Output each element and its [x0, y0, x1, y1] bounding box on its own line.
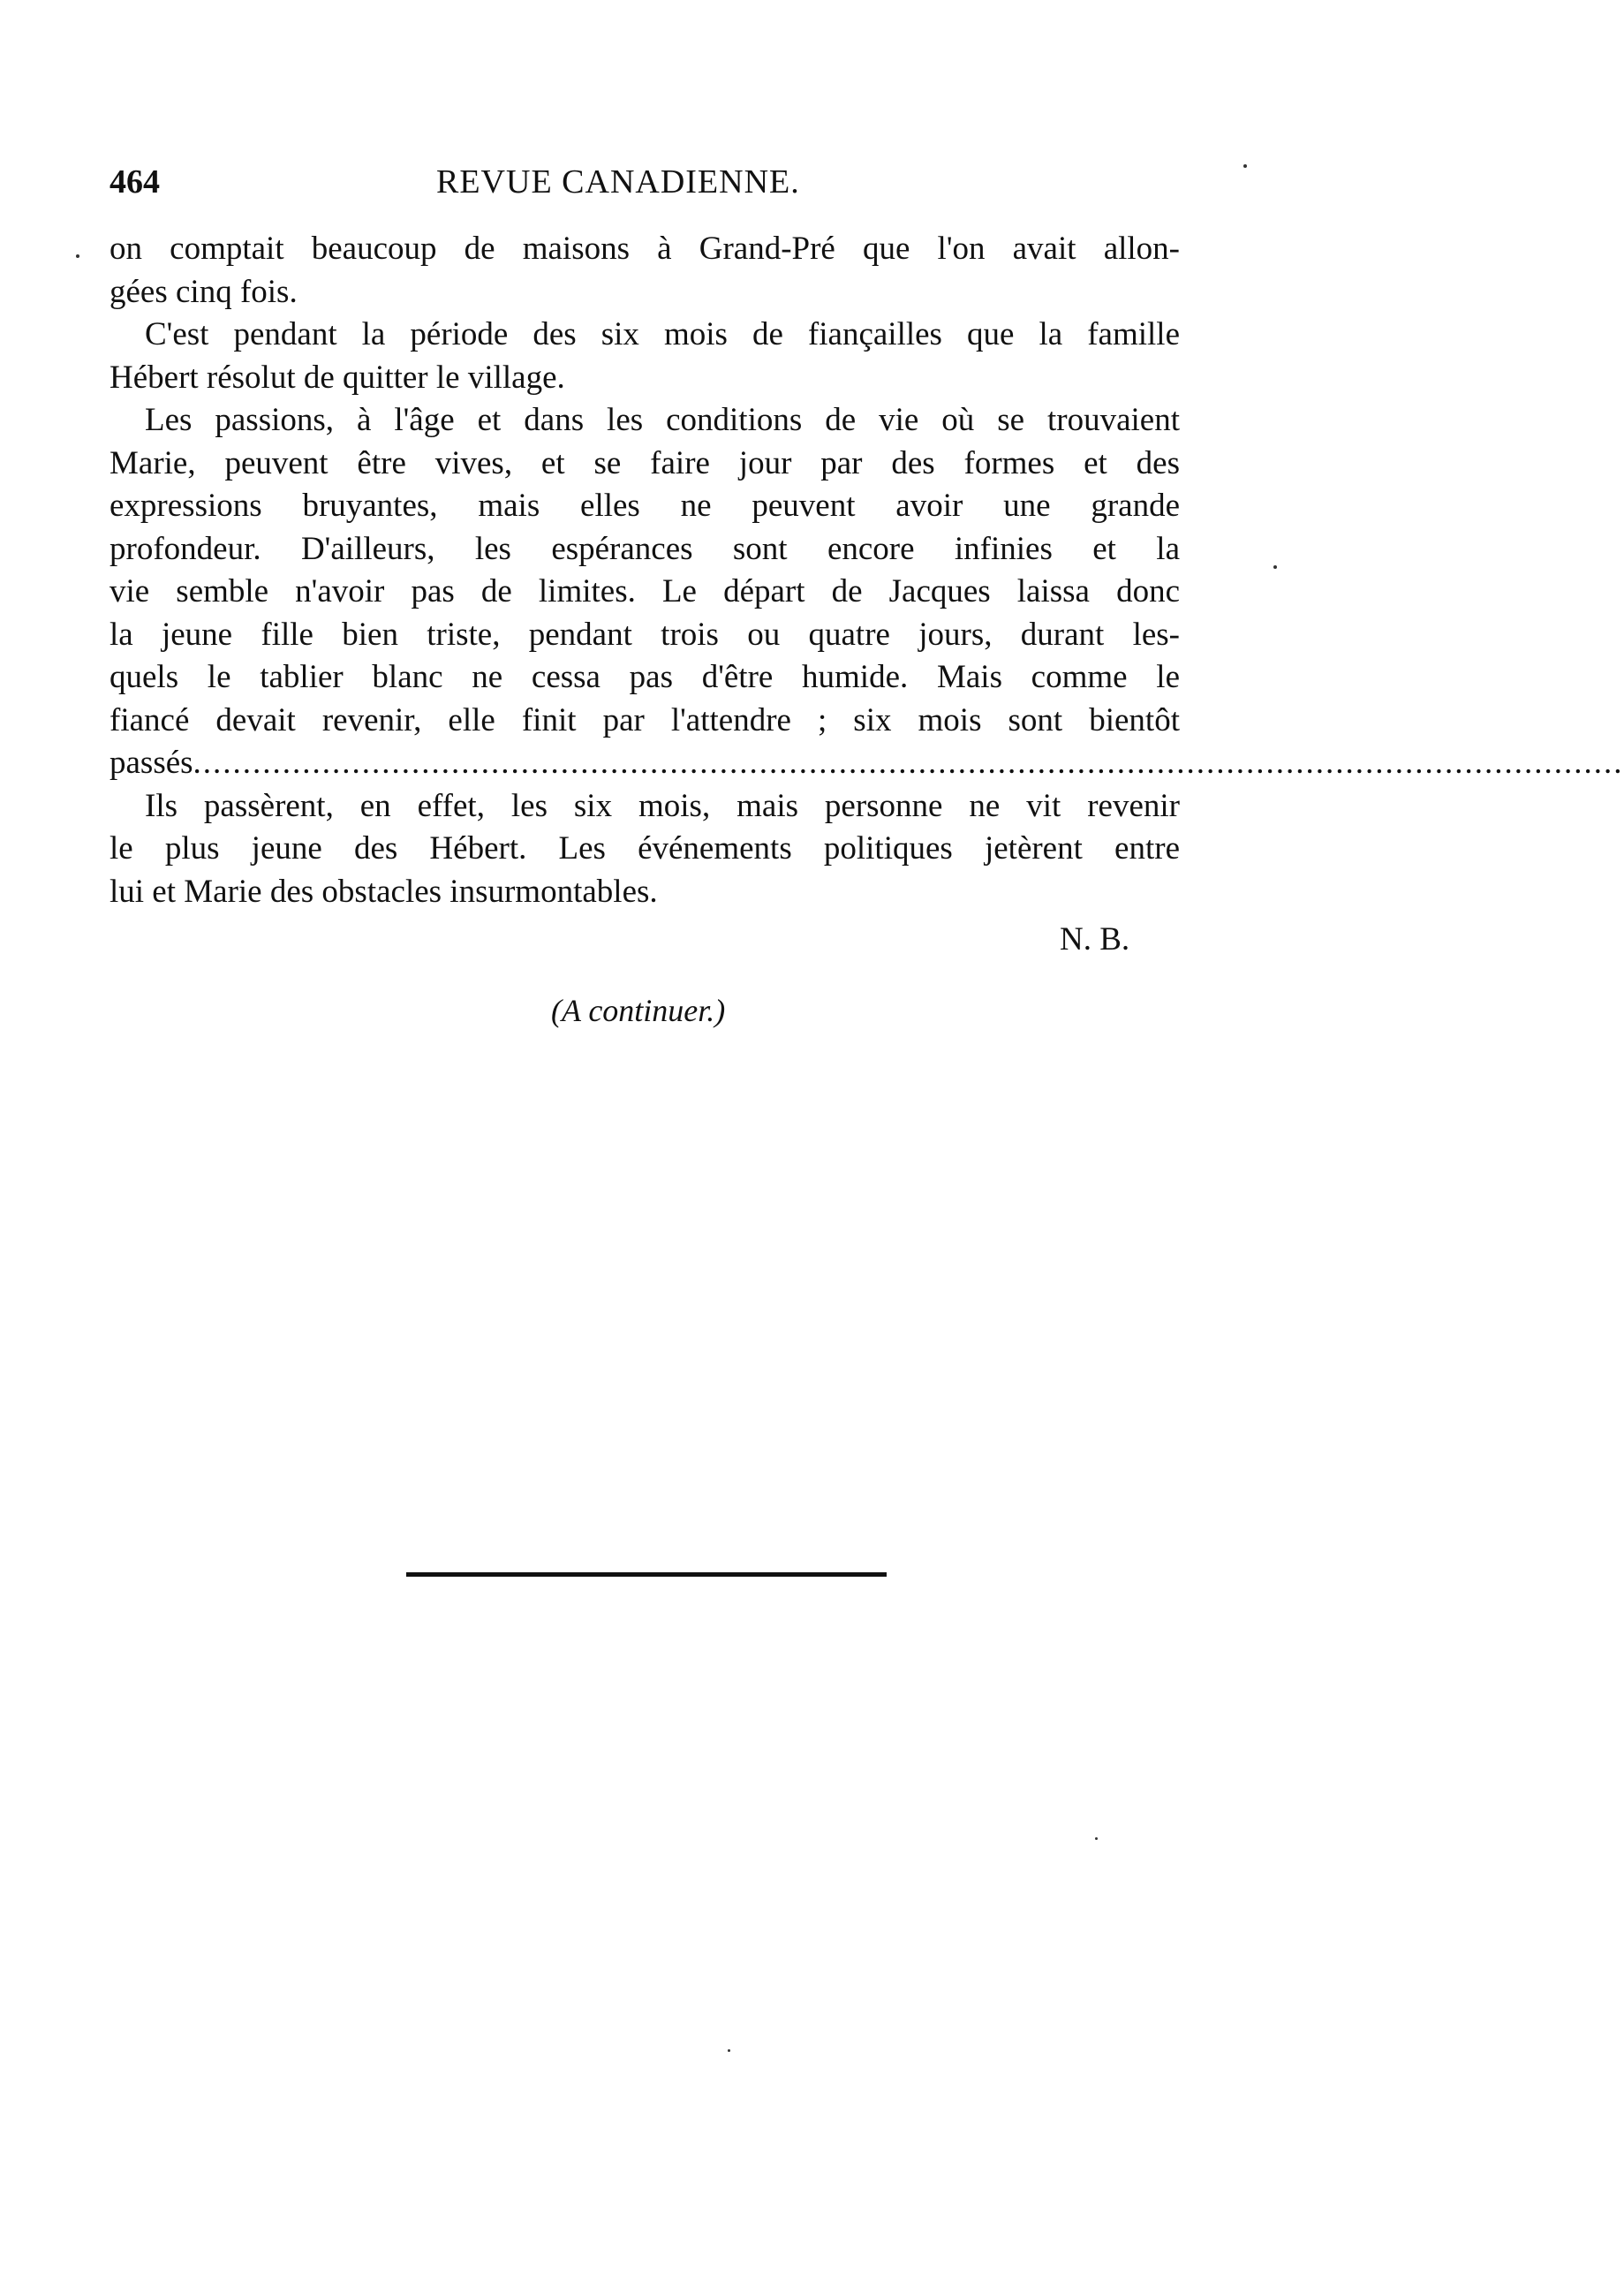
scan-speck — [1095, 1837, 1098, 1840]
leader-dots: ................................................................................................................................................ — [193, 745, 1624, 781]
text-line: passés — [110, 745, 193, 781]
scan-speck — [1243, 164, 1247, 168]
text-line: Ils passèrent, en effet, les six mois, mais personne ne vit revenir — [145, 787, 1180, 824]
page-number: 464 — [110, 163, 160, 201]
author-signature: N. B. — [1060, 921, 1130, 958]
text-line: Les passions, à l'âge et dans les conditions de vie où se trouvaient — [145, 402, 1180, 438]
end-rule-divider — [406, 1572, 887, 1577]
text-line: profondeur. D'ailleurs, les espérances sont encore infinies et la — [110, 530, 1180, 567]
text-line: expressions bruyantes, mais elles ne peuvent avoir une grande — [110, 488, 1180, 524]
body-text — [110, 228, 1624, 913]
text-line: quels le tablier blanc ne cessa pas d'être humide. Mais comme le — [110, 659, 1180, 695]
text-line: Hébert résolut de quitter le village. — [110, 359, 565, 396]
running-header — [110, 157, 1180, 207]
text-line: le plus jeune des Hébert. Les événements politiques jetèrent entre — [110, 830, 1180, 867]
scan-speck — [76, 254, 79, 258]
text-line: gées cinq fois. — [110, 273, 298, 310]
text-line: Marie, peuvent être vives, et se faire jour par des formes et des — [110, 444, 1180, 481]
text-line: C'est pendant la période des six mois de fiançailles que la famille — [145, 316, 1180, 352]
continuation-note: (A continuer.) — [551, 993, 726, 1028]
scan-speck — [1273, 565, 1277, 569]
text-line: la jeune fille bien triste, pendant trois ou quatre jours, durant les- — [110, 616, 1180, 653]
text-line-with-leader — [110, 742, 1624, 785]
scan-speck — [728, 2049, 730, 2052]
text-line: fiancé devait revenir, elle finit par l'attendre ; six mois sont bientôt — [110, 701, 1180, 738]
text-line: vie semble n'avoir pas de limites. Le départ de Jacques laissa donc — [110, 573, 1180, 609]
text-line: on comptait beaucoup de maisons à Grand-Pré que l'on avait allon- — [110, 231, 1180, 267]
running-title: REVUE CANADIENNE. — [436, 163, 800, 201]
text-line: lui et Marie des obstacles insurmontables. — [110, 873, 658, 910]
